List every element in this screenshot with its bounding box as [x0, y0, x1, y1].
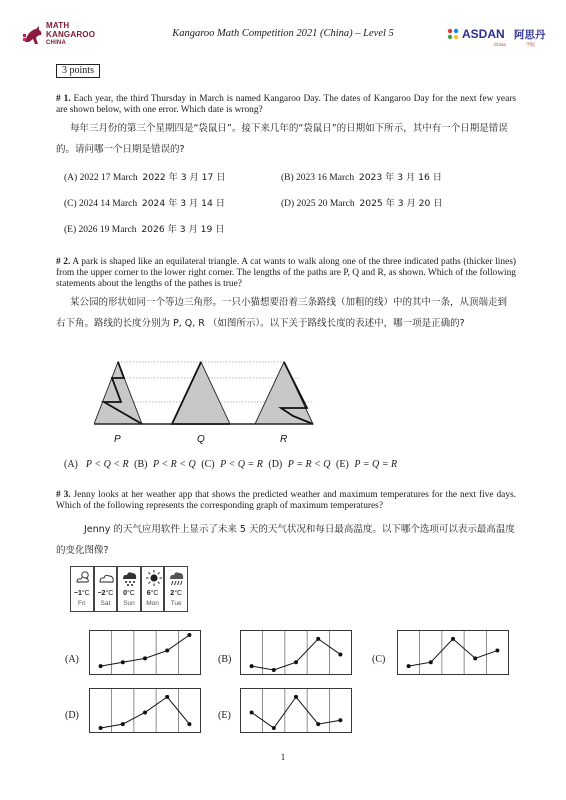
- graph-point: [143, 656, 147, 660]
- q2-text-cn: 某公园的形状如同一个等边三角形。一只小猫想要沿着三条路线（加粗的线）中的其中一条，从顶端走到右下角。路线的长度分别为 P, Q, R （如图所示）。以下关于路线长度的表述中，哪一项是正确的?: [56, 297, 508, 329]
- graph-point: [407, 664, 411, 668]
- q1-text-en: [56, 94, 516, 116]
- graph-point: [294, 695, 298, 699]
- graph-point: [294, 660, 298, 664]
- graph-point: [429, 660, 433, 664]
- graph-point: [121, 660, 125, 664]
- q3-text-en: [56, 490, 516, 512]
- graph-point: [99, 726, 103, 730]
- graph-point: [143, 710, 147, 714]
- q1-text-cn: 每年三月份的第三个星期四是“袋鼠日”。接下来几年的“袋鼠日”的日期如下所示，其中有一个日期是错误的。请问哪一个日期是错误的?: [56, 123, 508, 155]
- q2-option-e[interactable]: (E) P = Q = R: [336, 459, 398, 470]
- graph-point: [250, 710, 254, 714]
- graph-option-c[interactable]: [397, 630, 509, 675]
- graph-point: [338, 652, 342, 656]
- graph-point: [316, 722, 320, 726]
- q2-option-b[interactable]: (B) P < R < Q: [134, 459, 196, 470]
- q1-option-a[interactable]: (A) 2022 17 March 2022 年 3 月 17 日: [64, 172, 226, 183]
- asdan-sub-en: China: [494, 42, 506, 47]
- q1-option-d[interactable]: (D) 2025 20 March 2025 年 3 月 20 日: [281, 198, 443, 209]
- graph-label-b[interactable]: (B): [218, 654, 232, 665]
- graph-point: [272, 726, 276, 730]
- graph-point: [165, 695, 169, 699]
- graph-option-e[interactable]: [240, 688, 352, 733]
- graph-point: [250, 664, 254, 668]
- weather-day-mon: 6°C Mon: [141, 566, 165, 612]
- logo-line-2: KANGAROO: [46, 29, 96, 39]
- logo-line-1: MATH: [46, 21, 70, 30]
- graph-frame: [90, 631, 201, 675]
- logo-line-3: CHINA: [46, 40, 66, 46]
- weather-day-tue: 2°C Tue: [164, 566, 188, 612]
- section-label: 3 points: [56, 64, 100, 78]
- graph-option-d[interactable]: [89, 688, 201, 733]
- graph-label-d[interactable]: (D): [65, 710, 79, 721]
- header-title: Kangaroo Math Competition 2021 (China) – Level 5: [172, 28, 394, 39]
- q1-option-e[interactable]: (E) 2026 19 March 2026 年 3 月 19 日: [64, 224, 225, 235]
- graph-option-b[interactable]: [240, 630, 352, 675]
- q3-text-cn: Jenny 的天气应用软件上显示了未来 5 天的天气状况和每日最高温度。以下哪个选项可以表示最高温度的变化图像?: [56, 524, 515, 556]
- weather-day-fri: −1°C Fri: [70, 566, 94, 612]
- cloud-icon: [99, 569, 115, 587]
- q2-option-c[interactable]: (C) P < Q = R: [201, 459, 263, 470]
- graph-point: [473, 656, 477, 660]
- q1-number: # 1.: [56, 94, 71, 104]
- weather-forecast: [70, 566, 188, 612]
- snow-icon: [122, 569, 138, 587]
- sun-cloud-icon: [75, 569, 91, 587]
- graph-point: [451, 637, 455, 641]
- q2-text-en: [56, 257, 516, 290]
- sun-icon: [146, 569, 162, 587]
- page-header: [0, 0, 566, 58]
- graph-point: [316, 637, 320, 641]
- graph-point: [272, 668, 276, 672]
- q2-number: # 2.: [56, 257, 71, 267]
- q2-option-a[interactable]: (A) P < Q < R: [64, 459, 129, 470]
- asdan-sub-cn: 学院: [526, 43, 535, 48]
- graph-point: [495, 649, 499, 653]
- graph-point: [338, 718, 342, 722]
- graph-option-a[interactable]: [89, 630, 201, 675]
- path-label-r: R: [280, 434, 288, 445]
- graph-label-a[interactable]: (A): [65, 654, 79, 665]
- q2-option-d[interactable]: (D) P = R < Q: [268, 459, 331, 470]
- weather-day-sat: −2°C Sat: [94, 566, 118, 612]
- q2-stem: A park is shaped like an equilateral triangle. A cat wants to walk along one of the three indicated paths (thicker lines) from the upper corner to the lower right corner. The lengths of the paths are P, Q and R, as shown. Which of the following statements about the lengths of the pathes is true?: [56, 257, 516, 289]
- graph-label-e[interactable]: (E): [218, 710, 231, 721]
- graph-point: [99, 664, 103, 668]
- page-number: 1: [280, 752, 286, 762]
- weather-day-sun: 0°C Sun: [117, 566, 141, 612]
- asdan-cn-name: 阿思丹: [514, 29, 546, 41]
- path-label-q: Q: [197, 434, 205, 445]
- q3-stem: Jenny looks at her weather app that shows the predicted weather and maximum temperatures for the next five days. Which of the following represents the corresponding graph of maximum temperatures?: [56, 490, 516, 511]
- graph-point: [165, 649, 169, 653]
- asdan-logo: [446, 26, 546, 48]
- graph-point: [187, 722, 191, 726]
- rain-icon: [169, 569, 185, 587]
- q3-number: # 3.: [56, 490, 71, 500]
- asdan-dots-icon: [446, 27, 460, 41]
- path-label-p: P: [114, 434, 121, 445]
- q1-option-c[interactable]: (C) 2024 14 March 2024 年 3 月 14 日: [64, 198, 225, 209]
- q1-stem: Each year, the third Thursday in March is named Kangaroo Day. The dates of Kangaroo Day for the next few years are shown below, with one error. Which date is wrong?: [56, 94, 517, 115]
- graph-label-c[interactable]: (C): [372, 654, 386, 665]
- q2-options: [64, 459, 400, 470]
- graph-frame: [241, 631, 352, 675]
- graph-point: [187, 633, 191, 637]
- asdan-name: ASDAN: [462, 27, 505, 41]
- q1-option-b[interactable]: (B) 2023 16 March 2023 年 3 月 16 日: [281, 172, 442, 183]
- graph-point: [121, 722, 125, 726]
- triangle-paths-figure: [94, 356, 334, 448]
